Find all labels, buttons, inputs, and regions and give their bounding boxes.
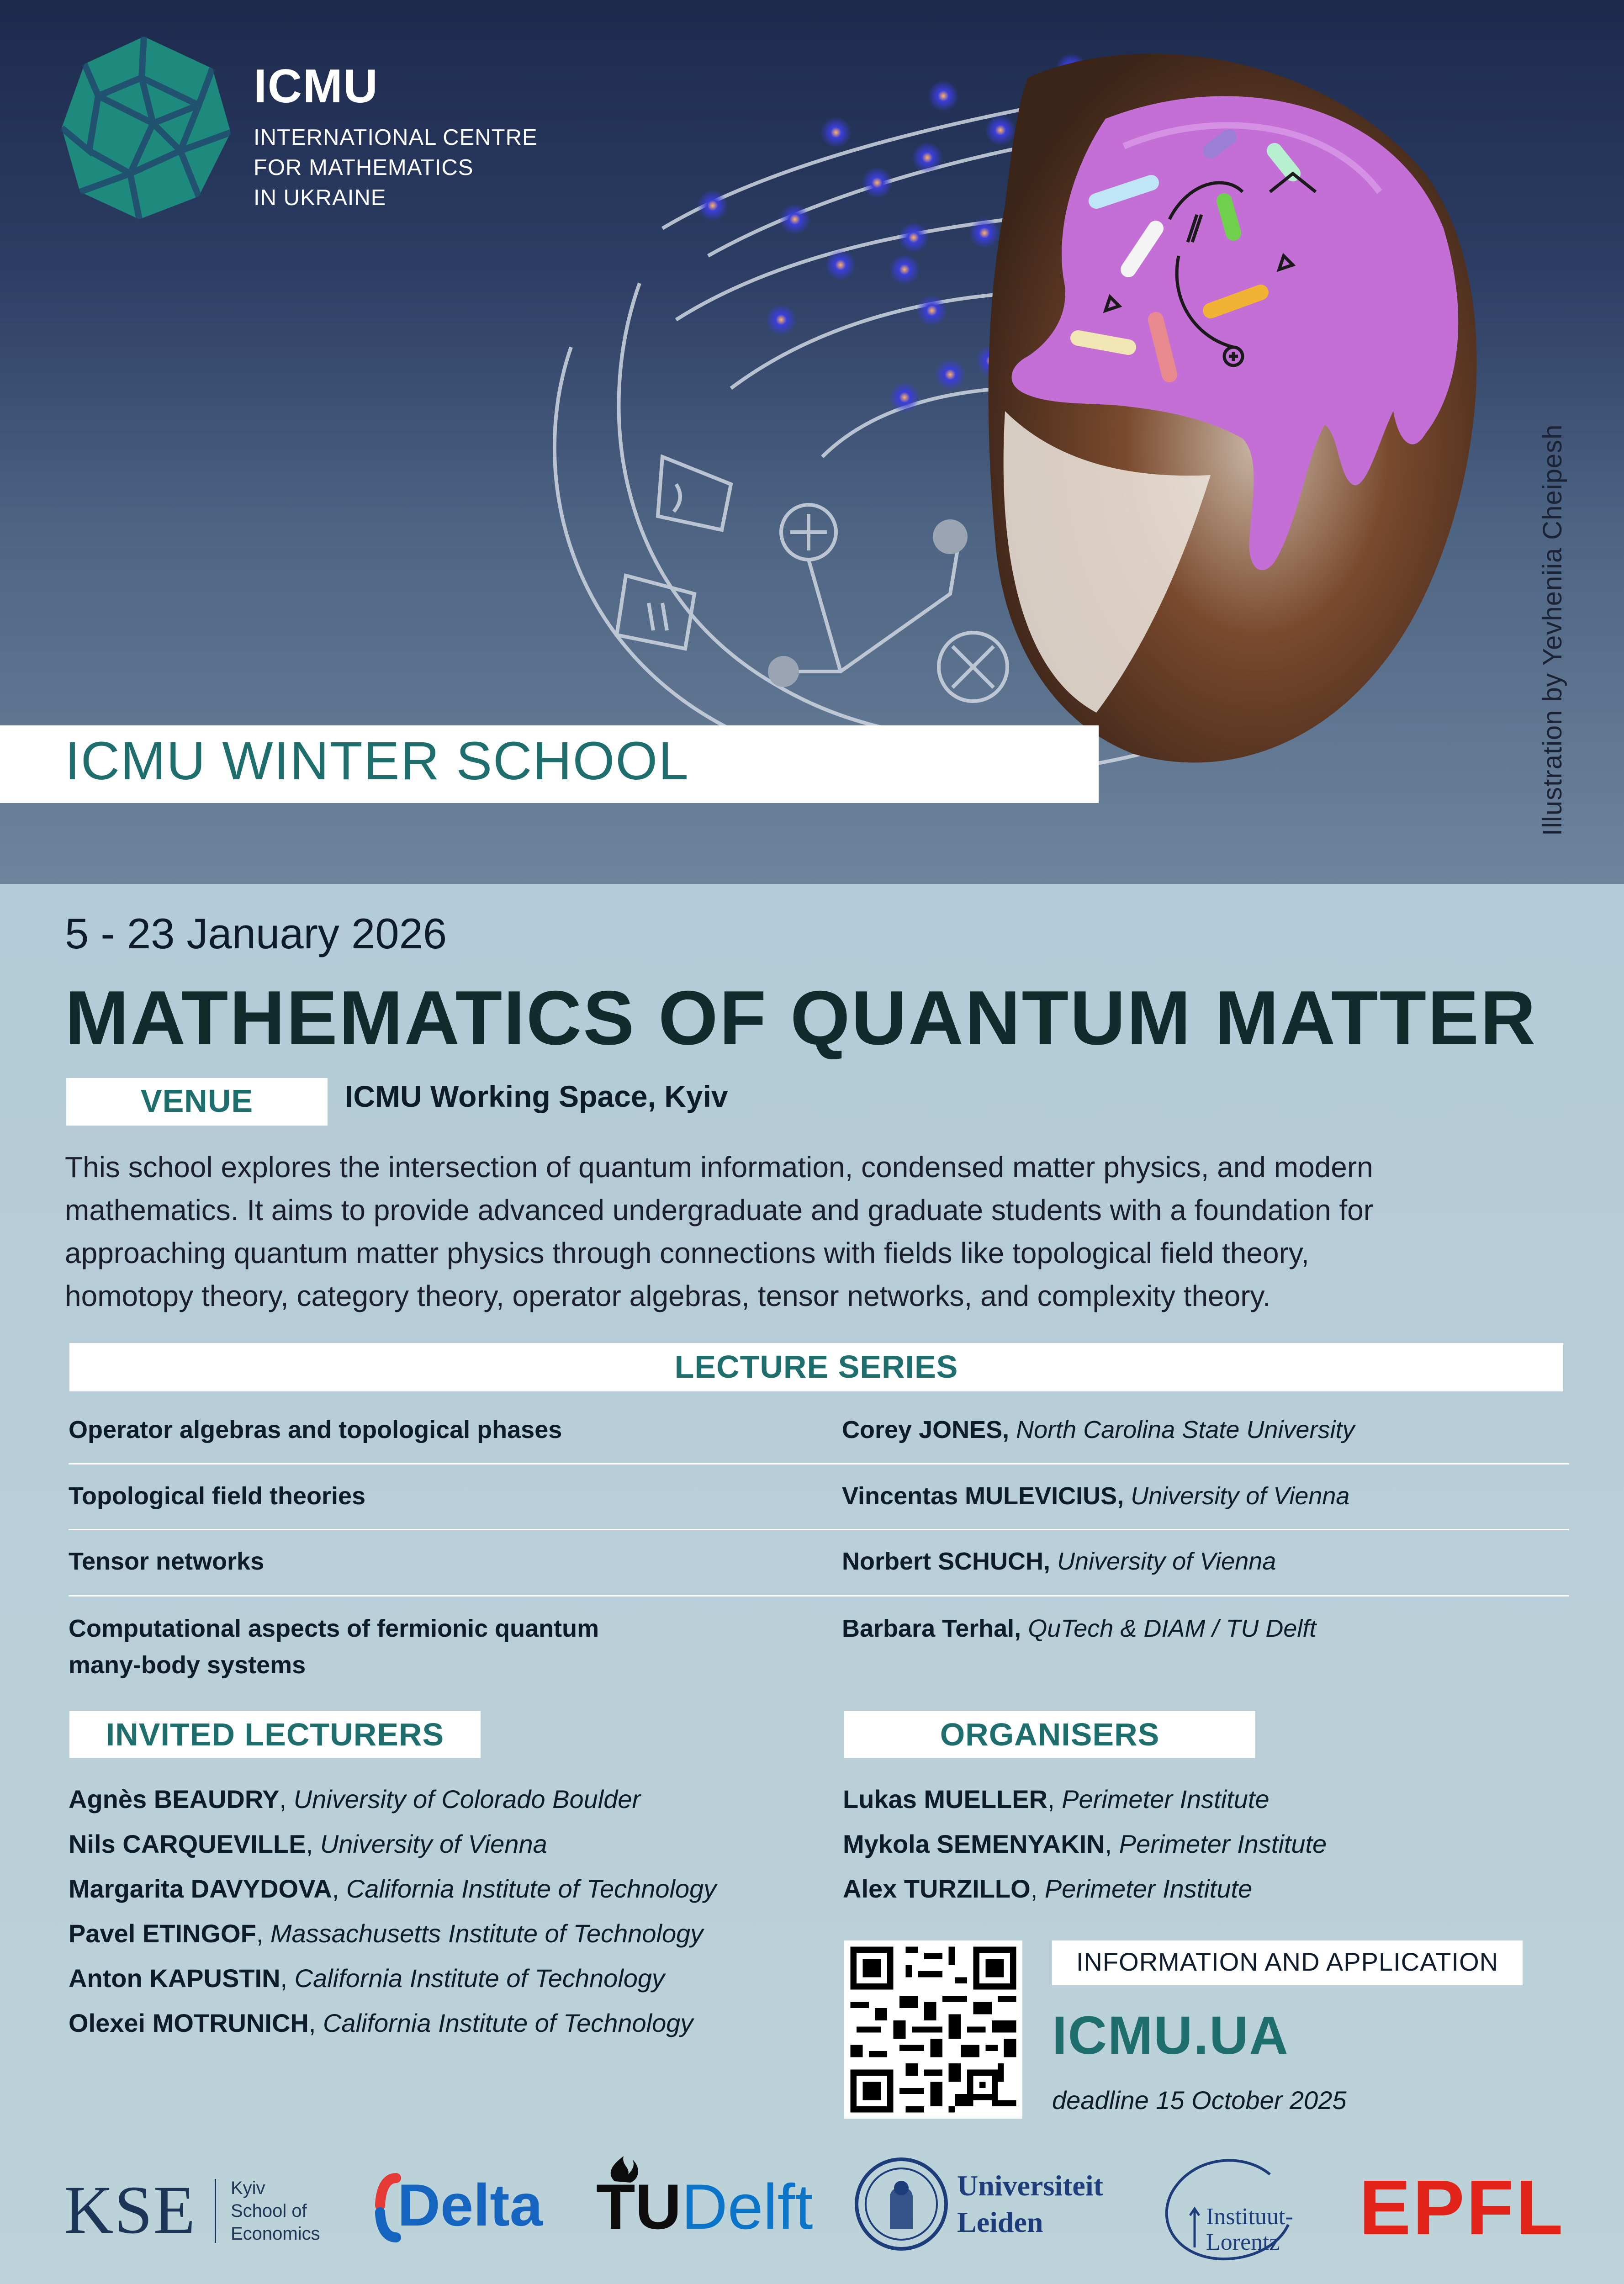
kse-subtitle-line: Kyiv bbox=[231, 2178, 265, 2198]
lorentz-logo-line: Instituut- bbox=[1206, 2204, 1293, 2230]
lorentz-logo bbox=[1206, 2204, 1293, 2255]
intro-paragraph bbox=[65, 1146, 1586, 1317]
person-entry: Nils CARQUEVILLE, University of Vienna bbox=[69, 1829, 547, 1858]
intro-line: homotopy theory, category theory, operator algebras, tensor networks, and complexity theory. bbox=[65, 1279, 1271, 1312]
application-deadline: deadline 15 October 2025 bbox=[1052, 2086, 1347, 2115]
tudelft-logo-tu: TU bbox=[596, 2171, 682, 2242]
invited-lecturers-title: INVITED LECTURERS bbox=[106, 1717, 444, 1752]
qr-code-graphic bbox=[844, 1940, 1022, 2119]
website-link[interactable]: ICMU.UA bbox=[1052, 2005, 1289, 2066]
person-affiliation: University of Vienna bbox=[320, 1829, 547, 1858]
person-entry: Agnès BEAUDRY, University of Colorado Boulder bbox=[69, 1785, 641, 1813]
person-entry: Margarita DAVYDOVA, California Institute of Technology bbox=[69, 1874, 717, 1903]
lecturer-affiliation: North Carolina State University bbox=[1016, 1416, 1355, 1443]
lecture-topic-line: Computational aspects of fermionic quantum bbox=[69, 1615, 599, 1642]
event-title: MATHEMATICS OF QUANTUM MATTER bbox=[65, 975, 1537, 1061]
person-affiliation: California Institute of Technology bbox=[323, 2009, 693, 2037]
person-entry: Alex TURZILLO, Perimeter Institute bbox=[843, 1874, 1253, 1903]
person-entry: Olexei MOTRUNICH, California Institute of Technology bbox=[69, 2009, 693, 2037]
leiden-seal-icon bbox=[853, 2156, 949, 2252]
lecturer-affiliation: University of Vienna bbox=[1057, 1548, 1276, 1575]
organisers-title: ORGANISERS bbox=[940, 1717, 1160, 1752]
info-label: INFORMATION AND APPLICATION bbox=[1076, 1947, 1499, 1976]
lecturer-name: Norbert SCHUCH, bbox=[842, 1548, 1051, 1575]
person-name: Pavel ETINGOF bbox=[69, 1919, 256, 1948]
leiden-logo-line: Universiteit bbox=[957, 2169, 1103, 2202]
person-name: Olexei MOTRUNICH bbox=[69, 2009, 309, 2037]
person-affiliation: California Institute of Technology bbox=[346, 1874, 717, 1903]
person-entry: Anton KAPUSTIN, California Institute of Technology bbox=[69, 1964, 665, 1993]
event-dates: 5 - 23 January 2026 bbox=[65, 909, 447, 957]
winter-school-label: ICMU WINTER SCHOOL bbox=[65, 731, 689, 791]
row-divider bbox=[773, 1463, 1569, 1465]
person-name: Alex TURZILLO bbox=[843, 1874, 1031, 1903]
hero-illustration bbox=[0, 0, 1624, 884]
lecturer-affiliation: QuTech & DIAM / TU Delft bbox=[1028, 1615, 1317, 1642]
lecturer bbox=[842, 1412, 1354, 1448]
tudelft-logo bbox=[596, 2170, 813, 2244]
lecture-topic-line: many-body systems bbox=[69, 1651, 306, 1679]
lecture-topic: Operator algebras and topological phases bbox=[69, 1416, 562, 1443]
qr-code[interactable] bbox=[844, 1940, 1022, 2119]
person-affiliation: Perimeter Institute bbox=[1119, 1829, 1327, 1858]
invited-lecturers-list bbox=[69, 1777, 716, 2046]
brand-subtitle bbox=[254, 122, 538, 213]
kse-logo-divider bbox=[215, 2179, 216, 2243]
row-divider bbox=[773, 1529, 1569, 1530]
lecturer bbox=[842, 1610, 1316, 1647]
lecturer bbox=[842, 1478, 1349, 1514]
person-entry: Mykola SEMENYAKIN, Perimeter Institute bbox=[843, 1829, 1327, 1858]
lecture-topic: Topological field theories bbox=[69, 1482, 366, 1510]
icmu-logo bbox=[62, 37, 231, 219]
venue-value: ICMU Working Space, Kyiv bbox=[345, 1079, 728, 1113]
delta-logo: Delta bbox=[397, 2172, 543, 2238]
brand-subtitle-line: FOR MATHEMATICS bbox=[254, 155, 474, 180]
lecture-series-title: LECTURE SERIES bbox=[674, 1349, 958, 1385]
lecturer-name: Vincentas MULEVICIUS, bbox=[842, 1482, 1124, 1510]
intro-line: This school explores the intersection of quantum information, condensed matter physics, and modern bbox=[65, 1151, 1373, 1184]
leiden-logo bbox=[957, 2168, 1103, 2241]
kse-logo: KSE bbox=[64, 2172, 196, 2248]
intro-line: approaching quantum matter physics through connections with fields like topological field theory, bbox=[65, 1237, 1309, 1269]
person-entry: Lukas MUELLER, Perimeter Institute bbox=[843, 1785, 1270, 1813]
lecturer-affiliation: University of Vienna bbox=[1131, 1482, 1350, 1510]
person-name: Agnès BEAUDRY bbox=[69, 1785, 280, 1813]
person-name: Nils CARQUEVILLE bbox=[69, 1829, 306, 1858]
row-divider bbox=[773, 1595, 1569, 1597]
person-affiliation: California Institute of Technology bbox=[294, 1964, 665, 1993]
intro-line: mathematics. It aims to provide advanced undergraduate and graduate students with a foundation for bbox=[65, 1194, 1373, 1227]
person-affiliation: Massachusetts Institute of Technology bbox=[270, 1919, 704, 1948]
row-divider bbox=[69, 1529, 783, 1530]
tudelft-logo-delft: Delft bbox=[681, 2171, 813, 2242]
illustration-credit: Illustration by Yevheniia Cheipesh bbox=[1538, 424, 1567, 836]
leiden-logo-line: Leiden bbox=[957, 2206, 1043, 2238]
row-divider bbox=[69, 1595, 783, 1597]
kse-subtitle-line: Economics bbox=[231, 2224, 320, 2244]
brand-name: ICMU bbox=[254, 60, 379, 113]
brand-subtitle-line: INTERNATIONAL CENTRE bbox=[254, 125, 538, 150]
person-name: Margarita DAVYDOVA bbox=[69, 1874, 332, 1903]
lecturer-name: Corey JONES, bbox=[842, 1416, 1010, 1443]
person-name: Mykola SEMENYAKIN bbox=[843, 1829, 1105, 1858]
organisers-list bbox=[843, 1777, 1327, 1911]
row-divider bbox=[69, 1463, 783, 1465]
kse-subtitle-line: School of bbox=[231, 2201, 307, 2221]
lecture-topic: Tensor networks bbox=[69, 1548, 264, 1575]
person-name: Anton KAPUSTIN bbox=[69, 1964, 280, 1993]
kse-logo-subtitle bbox=[231, 2177, 320, 2245]
person-name: Lukas MUELLER bbox=[843, 1785, 1048, 1813]
epfl-logo: EPFL bbox=[1359, 2164, 1565, 2251]
person-affiliation: Perimeter Institute bbox=[1044, 1874, 1253, 1903]
venue-label: VENUE bbox=[140, 1083, 254, 1119]
lorentz-logo-line: Lorentz bbox=[1206, 2229, 1280, 2255]
person-affiliation: Perimeter Institute bbox=[1062, 1785, 1270, 1813]
brand-subtitle-line: IN UKRAINE bbox=[254, 185, 386, 210]
person-entry: Pavel ETINGOF, Massachusetts Institute of Technology bbox=[69, 1919, 704, 1948]
lecturer bbox=[842, 1543, 1276, 1580]
lecturer-name: Barbara Terhal, bbox=[842, 1615, 1021, 1642]
lecture-topic bbox=[69, 1610, 599, 1683]
person-affiliation: University of Colorado Boulder bbox=[293, 1785, 641, 1813]
